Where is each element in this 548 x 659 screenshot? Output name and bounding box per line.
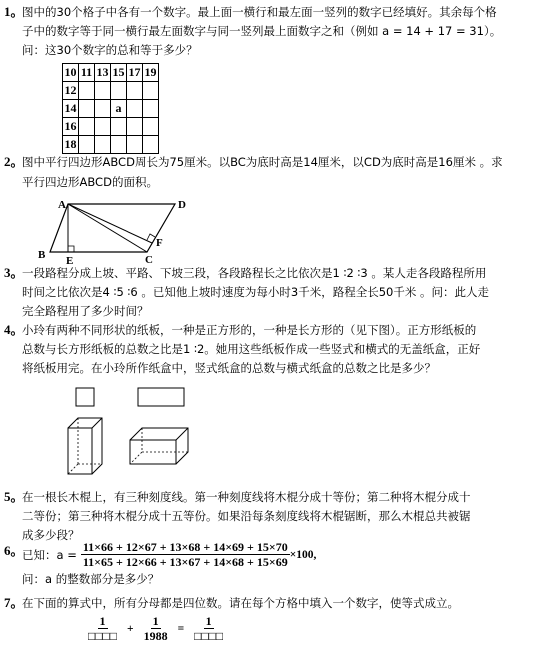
grid-cell: 13 (95, 64, 111, 82)
q7-number: 7。 (4, 595, 24, 610)
q7-equation (86, 614, 225, 643)
grid-cell (95, 82, 111, 100)
label-e: E (66, 255, 74, 266)
diagonal-ac (68, 204, 147, 252)
q7-fraction-2 (142, 614, 170, 643)
q7-frac1-numerator: 1 (99, 614, 106, 628)
rectangle-board (138, 388, 184, 406)
grid-cell (111, 136, 127, 154)
q2-number: 2。 (4, 154, 24, 169)
grid-cell (111, 82, 127, 100)
right-angle-e (68, 246, 74, 252)
q4-number: 4。 (4, 322, 24, 337)
q6-fraction (81, 540, 290, 569)
paper-boxes-diagram (60, 384, 200, 484)
q6-number: 6。 (4, 543, 24, 558)
grid-cell (79, 82, 95, 100)
right-angle-f (147, 234, 155, 240)
grid-row (63, 82, 159, 100)
number-grid (62, 63, 159, 154)
q6-prefix: 已知：a = (22, 547, 77, 562)
grid-cell (111, 118, 127, 136)
q5-text-line1: 在一根长木棍上，有三种刻度线。第一种刻度线将木棍分成十等份；第二种将木棍分成十 (22, 490, 471, 504)
q7-frac2-numerator: 1 (152, 614, 159, 628)
label-a: A (58, 199, 66, 211)
vertical-box (68, 418, 102, 474)
grid-cell: 18 (63, 136, 79, 154)
grid-cell: 17 (127, 64, 143, 82)
q1-text-line3: 问：这30个数字的总和等于多少？ (22, 43, 198, 57)
grid-cell (143, 82, 159, 100)
grid-cell (127, 118, 143, 136)
q7-fraction-1 (86, 614, 119, 643)
grid-cell (127, 82, 143, 100)
q5-text-line2: 二等份；第三种将木棍分成十五等份。如果沿每条刻度线将木棍锯断，那么木棍总共被锯 (22, 509, 471, 523)
grid-cell (95, 118, 111, 136)
label-f: F (156, 237, 163, 249)
q1-text-line2: 子中的数字等于同一横行最左面数字与同一竖列最上面数字之和（例如 a = 14 + 17 = 31）。 (22, 24, 502, 38)
q6-text-line2: 问：a 的整数部分是多少？ (22, 572, 160, 586)
q7-equals: = (177, 622, 185, 635)
grid-cell (95, 136, 111, 154)
q4-text-line1: 小玲有两种不同形状的纸板，一种是正方形的，一种是长方形的（见下图）。正方形纸板的 (22, 323, 477, 337)
grid-cell (143, 118, 159, 136)
q6-formula (22, 540, 316, 569)
q4-text-line2: 总数与长方形纸板的总数之比是1 ∶2。她用这些纸板作成一些竖式和横式的无盖纸盒，正好 (22, 342, 481, 356)
grid-cell: 19 (143, 64, 159, 82)
grid-cell: 15 (111, 64, 127, 82)
q3-text-line2: 时间之比依次是4 ∶5 ∶6 。已知他上坡时速度为每小时3千米，路程全长50千米 。问：此人走 (22, 285, 490, 299)
grid-cell: 16 (63, 118, 79, 136)
grid-row (63, 136, 159, 154)
label-b: B (38, 249, 46, 261)
q6-denominator: 11×65 + 12×66 + 13×67 + 14×68 + 15×69 (82, 555, 288, 569)
grid-cell (79, 136, 95, 154)
height-af (68, 204, 152, 243)
grid-cell (127, 136, 143, 154)
q7-frac2-denominator: 1988 (143, 629, 168, 643)
q2-text-line1: 图中平行四边形ABCD周长为75厘米。以BC为底时高是14厘米，以CD为底时高是16厘米 。求 (22, 155, 503, 169)
q1-text-line1: 图中的30个格子中各有一个数字。最上面一横行和最左面一竖列的数字已经填好。其余每个格 (22, 5, 497, 19)
q7-frac3-denominator: □□□□ (194, 629, 224, 643)
q5-text-line3: 成多少段？ (22, 528, 80, 542)
q3-text-line1: 一段路程分成上坡、平路、下坡三段，各段路程长之比依次是1 ∶2 ∶3 。某人走各段路程所用 (22, 266, 487, 280)
label-d: D (178, 199, 186, 211)
grid-row (63, 64, 159, 82)
label-c: C (145, 254, 153, 266)
q4-text-line3: 将纸板用完。在小玲所作纸盒中，竖式纸盒的总数与横式纸盒的总数之比是多少？ (22, 361, 436, 375)
q3-text-line3: 完全路程用了多少时间？ (22, 304, 149, 318)
grid-cell: 14 (63, 100, 79, 118)
q7-frac1-denominator: □□□□ (88, 629, 117, 643)
grid-row (63, 118, 159, 136)
q7-text-line1: 在下面的算式中，所有分母都是四位数。请在每个方格中填入一个数字，使等式成立。 (22, 596, 459, 610)
grid-cell (79, 100, 95, 118)
grid-cell: 12 (63, 82, 79, 100)
grid-cell (95, 100, 111, 118)
grid-cell: 10 (63, 64, 79, 82)
grid-cell: 11 (79, 64, 95, 82)
parallelogram-diagram (30, 196, 200, 266)
horizontal-box (130, 428, 188, 464)
q2-text-line2: 平行四边形ABCD的面积。 (22, 175, 158, 189)
grid-row (63, 100, 159, 118)
q7-fraction-3 (192, 614, 225, 643)
grid-cell (143, 136, 159, 154)
q7-frac3-numerator: 1 (205, 614, 212, 628)
q6-numerator: 11×66 + 12×67 + 13×68 + 14×69 + 15×70 (82, 540, 288, 554)
q3-number: 3。 (4, 265, 24, 280)
grid-cell (143, 100, 159, 118)
grid-cell: a (111, 100, 127, 118)
q7-plus: + (127, 622, 134, 635)
q6-suffix: ×100, (289, 548, 317, 561)
grid-cell (79, 118, 95, 136)
square-board (76, 388, 94, 406)
q1-number: 1。 (4, 4, 24, 19)
grid-cell (127, 100, 143, 118)
q5-number: 5。 (4, 489, 24, 504)
